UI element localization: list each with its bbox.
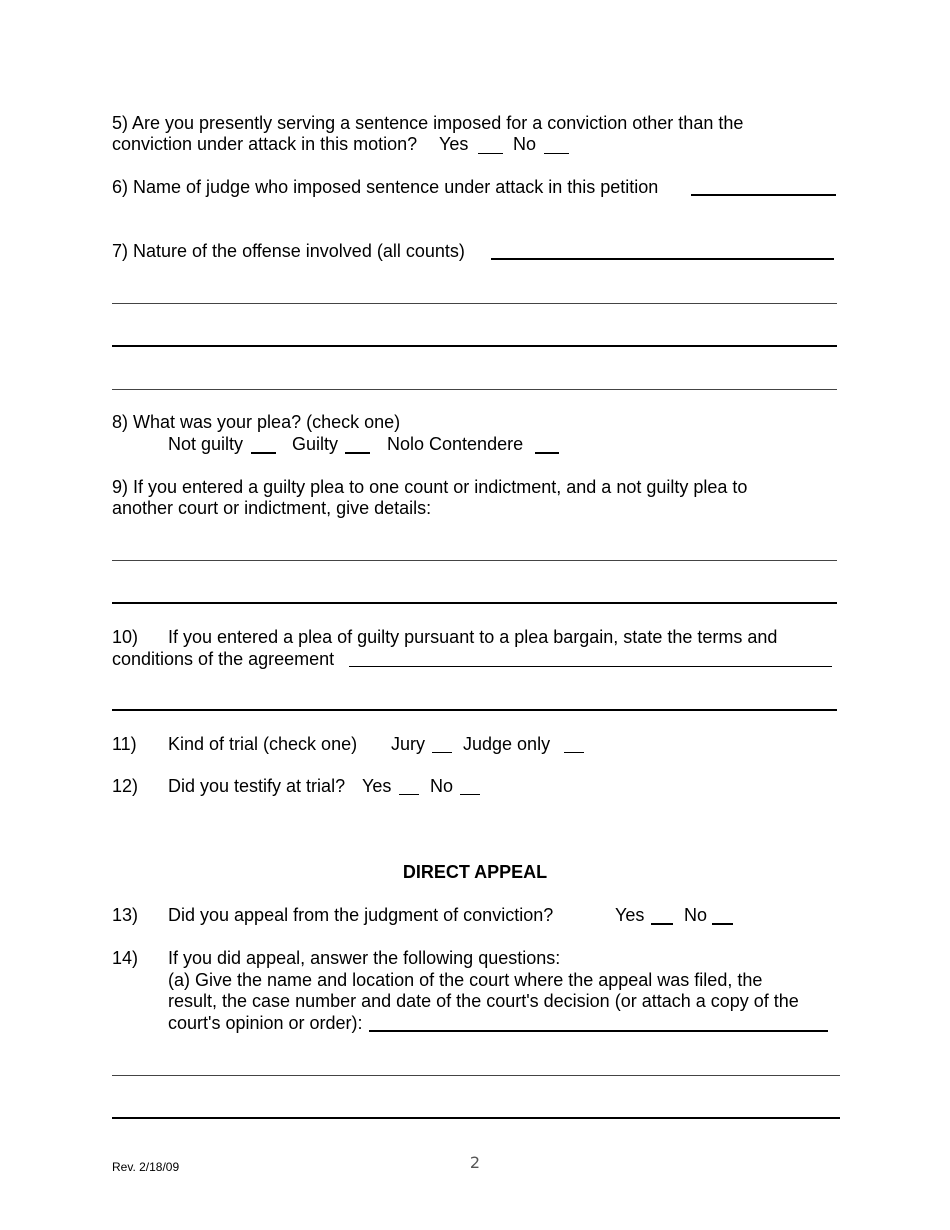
q8-nolo-label: Nolo Contendere [387,434,524,454]
q5-line1: 5) Are you presently serving a sentence imposed for a conviction other than the [112,113,744,133]
q8-nolo-blank[interactable] [535,452,559,454]
q12-yes-blank[interactable] [399,794,419,795]
page-number: 2 [469,1153,481,1172]
q13-yes-blank[interactable] [651,923,673,925]
q7-offense-blank[interactable] [491,258,834,260]
q8-line1: 8) What was your plea? (check one) [112,412,401,432]
q8-not-guilty-blank[interactable] [251,452,276,454]
section-heading-direct-appeal: DIRECT APPEAL [402,862,548,882]
q14-line3: result, the case number and date of the court's decision (or attach a copy of the [168,991,799,1011]
q10-line1: If you entered a plea of guilty pursuant to a plea bargain, state the terms and [168,627,778,647]
q5-no-label: No [513,134,537,154]
footer-revision: Rev. 2/18/09 [112,1160,180,1174]
q14-answer-line-1[interactable] [112,1075,840,1076]
q12-no-blank[interactable] [460,794,480,795]
q9-answer-line-1[interactable] [112,560,837,561]
q12-no-label: No [430,776,454,796]
q14-line1: If you did appeal, answer the following questions: [168,948,561,968]
q13-yes-label: Yes [615,905,645,925]
q9-line2: another court or indictment, give details: [112,498,432,518]
q13-number: 13) [112,905,139,925]
q11-judge-only-label: Judge only [463,734,551,754]
q7-answer-line-1[interactable] [112,303,837,304]
q5-yes-label: Yes [439,134,469,154]
q13-no-blank[interactable] [712,923,733,925]
q12-text: Did you testify at trial? [168,776,346,796]
q8-guilty-blank[interactable] [345,452,370,454]
q14-line2: (a) Give the name and location of the court where the appeal was filed, the [168,970,763,990]
q13-no-label: No [684,905,708,925]
q5-yes-blank[interactable] [478,153,503,154]
q14-answer-line-2[interactable] [112,1117,840,1119]
q13-text: Did you appeal from the judgment of conviction? [168,905,554,925]
q10-number: 10) [112,627,139,647]
q11-judge-only-blank[interactable] [564,752,584,753]
q5-line2: conviction under attack in this motion? [112,134,418,154]
q9-line1: 9) If you entered a guilty plea to one count or indictment, and a not guilty plea to [112,477,748,497]
q7-answer-line-2[interactable] [112,345,837,347]
q12-number: 12) [112,776,139,796]
q10-line2: conditions of the agreement [112,649,335,669]
q14-number: 14) [112,948,139,968]
q8-guilty-label: Guilty [292,434,339,454]
q11-number: 11) [112,734,137,754]
q5-no-blank[interactable] [544,153,569,154]
q14-line4: court's opinion or order): [168,1013,363,1033]
q10-terms-blank[interactable] [349,666,832,667]
q7-answer-line-3[interactable] [112,389,837,390]
q10-answer-line[interactable] [112,709,837,711]
q6-judge-blank[interactable] [691,194,836,196]
q11-jury-label: Jury [391,734,426,754]
q8-not-guilty-label: Not guilty [168,434,244,454]
q7-text: 7) Nature of the offense involved (all counts) [112,241,465,261]
q6-text: 6) Name of judge who imposed sentence under attack in this petition [112,177,659,197]
q11-text: Kind of trial (check one) [168,734,358,754]
q12-yes-label: Yes [362,776,392,796]
q11-jury-blank[interactable] [432,752,452,753]
q9-answer-line-2[interactable] [112,602,837,604]
q14-court-blank[interactable] [369,1030,828,1032]
